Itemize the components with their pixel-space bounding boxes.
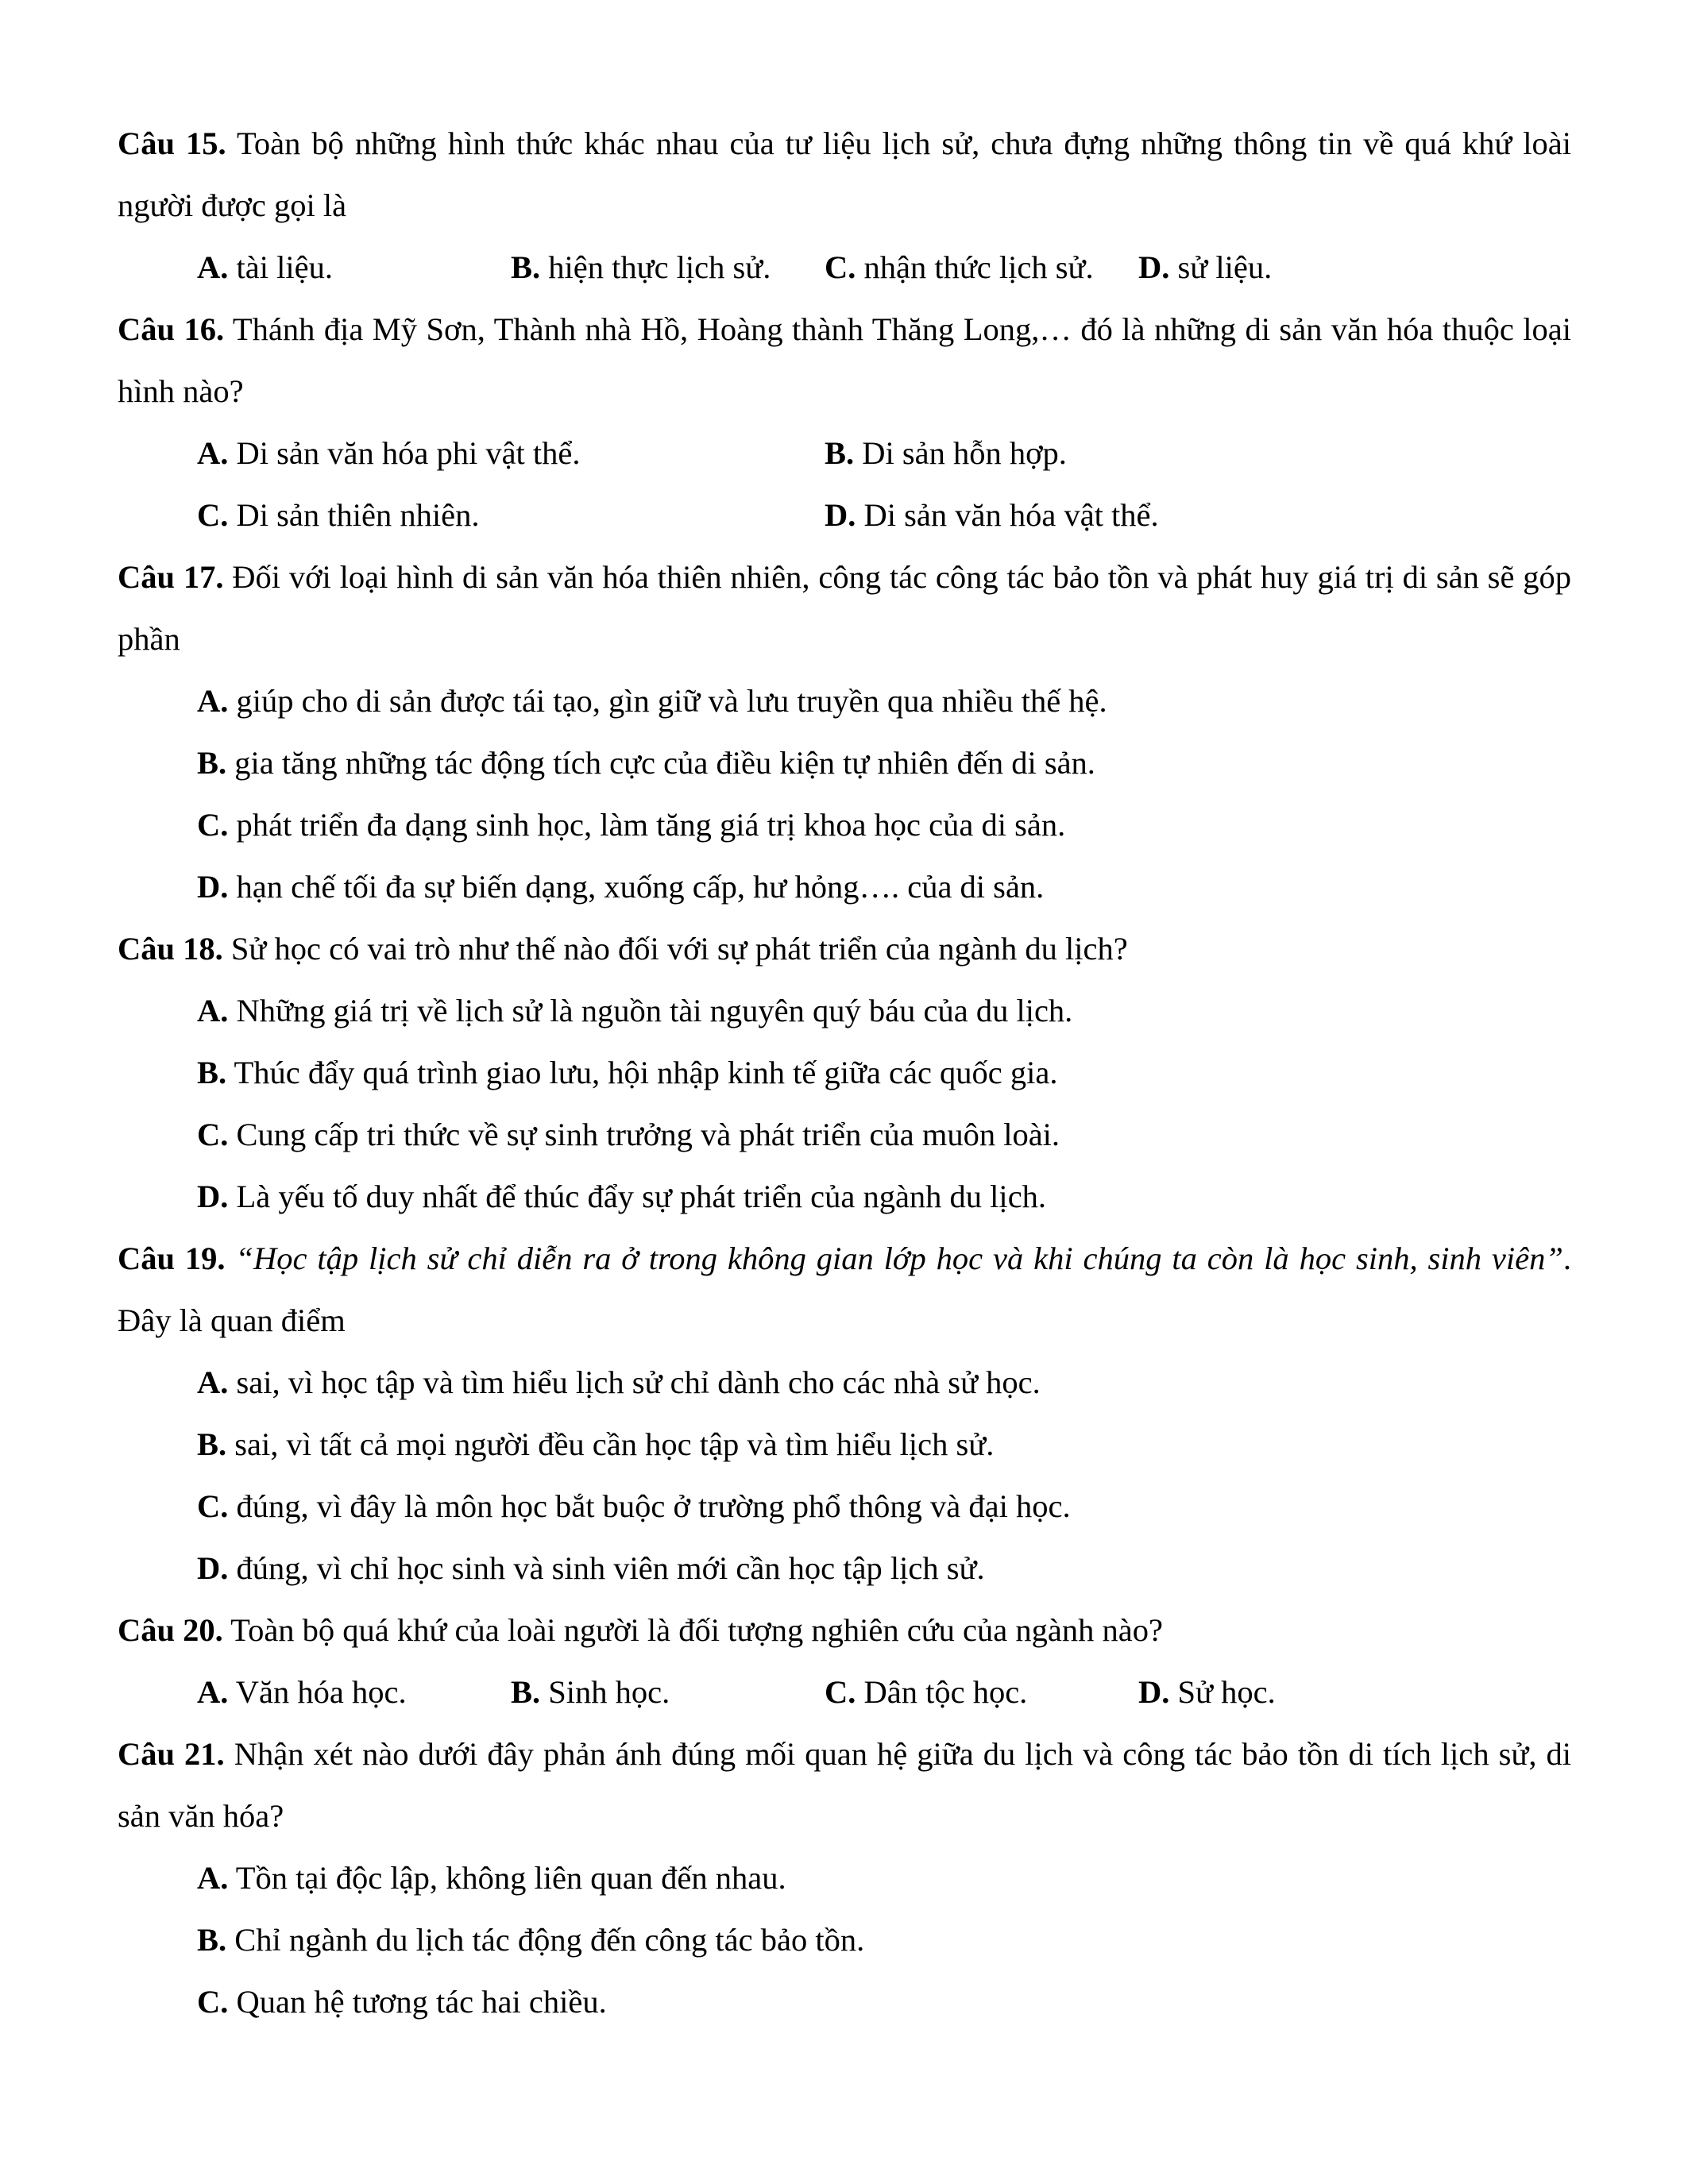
question-text xyxy=(118,546,1571,670)
option-letter: D. xyxy=(197,1550,229,1586)
question-block xyxy=(118,918,1571,1228)
options-row xyxy=(118,1352,1571,1414)
answer-option xyxy=(197,1847,1571,1909)
answer-option xyxy=(197,794,1571,856)
option-letter: B. xyxy=(197,1426,227,1462)
answer-option xyxy=(825,484,1452,546)
question-text xyxy=(118,918,1571,980)
answer-option xyxy=(197,1042,1571,1104)
option-text: Văn hóa học. xyxy=(228,1674,407,1710)
answer-option xyxy=(197,670,1571,732)
option-text: gia tăng những tác động tích cực của điều kiện tự nhiên đến di sản. xyxy=(226,745,1095,781)
question-text xyxy=(118,113,1571,237)
options-row xyxy=(118,1909,1571,1971)
option-letter: B. xyxy=(197,1055,227,1090)
answer-option xyxy=(197,1909,1571,1971)
question-body: . Đây là quan điểm xyxy=(118,1241,1571,1338)
option-letter: D. xyxy=(825,497,856,533)
answer-option xyxy=(197,1352,1571,1414)
option-letter: C. xyxy=(825,249,856,285)
answer-option xyxy=(197,980,1571,1042)
question-block xyxy=(118,113,1571,299)
options-row xyxy=(118,732,1571,794)
option-letter: C. xyxy=(197,1984,229,2020)
answer-option xyxy=(197,732,1571,794)
options-row xyxy=(118,484,1571,546)
answer-option xyxy=(197,856,1571,918)
option-text: Di sản thiên nhiên. xyxy=(228,497,480,533)
answer-option xyxy=(197,423,825,484)
options-row xyxy=(118,1538,1571,1599)
options-row xyxy=(118,1847,1571,1909)
option-text: Di sản văn hóa vật thể. xyxy=(856,497,1159,533)
options-row xyxy=(118,423,1571,484)
options-row xyxy=(118,670,1571,732)
question-text xyxy=(118,1723,1571,1847)
answer-option xyxy=(197,1476,1571,1538)
options-row xyxy=(118,1476,1571,1538)
options-row xyxy=(118,1166,1571,1228)
question-block xyxy=(118,1228,1571,1599)
options-row xyxy=(118,1104,1571,1166)
option-letter: B. xyxy=(197,1922,227,1958)
question-block xyxy=(118,1599,1571,1723)
question-number: Câu 19. xyxy=(118,1241,226,1276)
answer-option xyxy=(1138,1661,1276,1723)
option-text: hạn chế tối đa sự biến dạng, xuống cấp, hư hỏng…. của di sản. xyxy=(228,869,1045,905)
option-text: Quan hệ tương tác hai chiều. xyxy=(228,1984,607,2020)
answer-option xyxy=(197,1971,1571,2033)
question-number: Câu 15. xyxy=(118,125,226,161)
question-block xyxy=(118,546,1571,918)
answer-option xyxy=(197,1166,1571,1228)
option-text: Sử học. xyxy=(1169,1674,1276,1710)
option-text: nhận thức lịch sử. xyxy=(856,249,1094,285)
option-letter: D. xyxy=(1138,1674,1170,1710)
option-letter: A. xyxy=(197,1674,229,1710)
option-letter: A. xyxy=(197,249,229,285)
answer-option xyxy=(825,423,1452,484)
answer-option xyxy=(511,237,825,299)
option-text: giúp cho di sản được tái tạo, gìn giữ và lưu truyền qua nhiều thế hệ. xyxy=(228,683,1107,719)
question-body: Thánh địa Mỹ Sơn, Thành nhà Hồ, Hoàng thành Thăng Long,… đó là những di sản văn hóa thuộc loại hình nào? xyxy=(118,311,1571,409)
option-text: Di sản hỗn hợp. xyxy=(854,435,1067,471)
option-text: đúng, vì đây là môn học bắt buộc ở trường phổ thông và đại học. xyxy=(228,1488,1071,1524)
option-text: Những giá trị về lịch sử là nguồn tài nguyên quý báu của du lịch. xyxy=(228,993,1073,1028)
question-block xyxy=(118,1723,1571,2033)
option-letter: B. xyxy=(825,435,855,471)
question-number: Câu 21. xyxy=(118,1736,225,1772)
option-text: sử liệu. xyxy=(1169,249,1273,285)
answer-option xyxy=(511,1661,825,1723)
option-letter: D. xyxy=(1138,249,1170,285)
option-text: Chỉ ngành du lịch tác động đến công tác bảo tồn. xyxy=(226,1922,865,1958)
option-text: sai, vì tất cả mọi người đều cần học tập và tìm hiểu lịch sử. xyxy=(226,1426,995,1462)
options-row xyxy=(118,1971,1571,2033)
options-row xyxy=(118,1042,1571,1104)
question-text xyxy=(118,1599,1571,1661)
answer-option xyxy=(1138,237,1272,299)
option-letter: D. xyxy=(197,869,229,905)
option-letter: C. xyxy=(197,1488,229,1524)
options-row xyxy=(118,1661,1571,1723)
answer-option xyxy=(197,1104,1571,1166)
answer-option xyxy=(197,1661,511,1723)
question-block xyxy=(118,299,1571,546)
question-body: Nhận xét nào dưới đây phản ánh đúng mối quan hệ giữa du lịch và công tác bảo tồn di tích lịch sử, di sản văn hóa? xyxy=(118,1736,1571,1834)
answer-option xyxy=(197,484,825,546)
question-text xyxy=(118,1228,1571,1352)
option-letter: B. xyxy=(511,249,541,285)
option-letter: C. xyxy=(197,807,229,843)
options-row xyxy=(118,794,1571,856)
exam-page xyxy=(118,113,1571,2033)
option-text: Cung cấp tri thức về sự sinh trưởng và phát triển của muôn loài. xyxy=(228,1117,1060,1152)
question-number: Câu 20. xyxy=(118,1612,223,1648)
option-text: hiện thực lịch sử. xyxy=(540,249,771,285)
option-text: Sinh học. xyxy=(540,1674,670,1710)
option-letter: C. xyxy=(197,497,229,533)
answer-option xyxy=(197,237,511,299)
option-letter: A. xyxy=(197,1364,229,1400)
option-text: Tồn tại độc lập, không liên quan đến nhau. xyxy=(228,1860,786,1896)
options-row xyxy=(118,980,1571,1042)
option-text: tài liệu. xyxy=(228,249,333,285)
option-text: Thúc đẩy quá trình giao lưu, hội nhập kinh tế giữa các quốc gia. xyxy=(226,1055,1058,1090)
question-body: Sử học có vai trò như thế nào đối với sự phát triển của ngành du lịch? xyxy=(222,931,1128,967)
option-letter: A. xyxy=(197,435,229,471)
option-letter: D. xyxy=(197,1179,229,1214)
option-letter: B. xyxy=(197,745,227,781)
option-letter: B. xyxy=(511,1674,541,1710)
question-number: Câu 18. xyxy=(118,931,223,967)
answer-option xyxy=(825,1661,1138,1723)
question-body: Toàn bộ những hình thức khác nhau của tư liệu lịch sử, chưa đựng những thông tin về quá khứ loài người được gọi là xyxy=(118,125,1572,223)
answer-option xyxy=(825,237,1138,299)
options-row xyxy=(118,237,1571,299)
question-number: Câu 16. xyxy=(118,311,225,347)
option-letter: A. xyxy=(197,683,229,719)
option-text: sai, vì học tập và tìm hiểu lịch sử chỉ dành cho các nhà sử học. xyxy=(228,1364,1041,1400)
option-text: đúng, vì chỉ học sinh và sinh viên mới cần học tập lịch sử. xyxy=(228,1550,985,1586)
answer-option xyxy=(197,1538,1571,1599)
option-text: Là yếu tố duy nhất để thúc đẩy sự phát triển của ngành du lịch. xyxy=(228,1179,1047,1214)
option-text: Di sản văn hóa phi vật thể. xyxy=(228,435,581,471)
option-letter: A. xyxy=(197,1860,229,1896)
option-text: Dân tộc học. xyxy=(856,1674,1028,1710)
question-body: Toàn bộ quá khứ của loài người là đối tượng nghiên cứu của ngành nào? xyxy=(222,1612,1163,1648)
option-letter: A. xyxy=(197,993,229,1028)
option-letter: C. xyxy=(825,1674,856,1710)
question-quote: “Học tập lịch sử chỉ diễn ra ở trong không gian lớp học và khi chúng ta còn là học sinh, sinh viên” xyxy=(225,1241,1563,1276)
question-body: Đối với loại hình di sản văn hóa thiên nhiên, công tác công tác bảo tồn và phát huy giá trị di sản sẽ góp phần xyxy=(118,559,1571,657)
options-row xyxy=(118,1414,1571,1476)
options-row xyxy=(118,856,1571,918)
answer-option xyxy=(197,1414,1571,1476)
question-text xyxy=(118,299,1571,423)
option-text: phát triển đa dạng sinh học, làm tăng giá trị khoa học của di sản. xyxy=(228,807,1066,843)
option-letter: C. xyxy=(197,1117,229,1152)
question-number: Câu 17. xyxy=(118,559,224,595)
